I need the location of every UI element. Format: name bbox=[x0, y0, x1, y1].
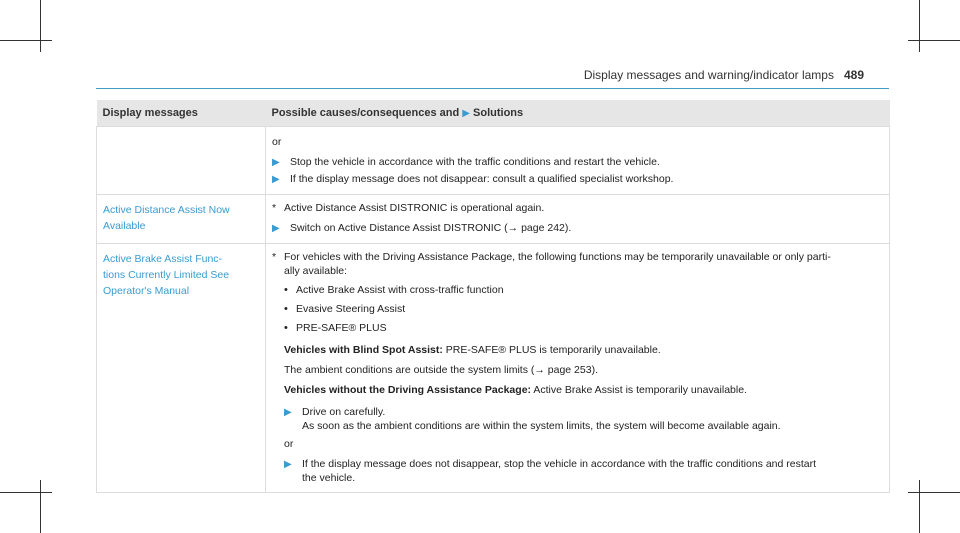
page-number: 489 bbox=[843, 68, 864, 82]
right-triangle-icon: ▶ bbox=[272, 223, 280, 234]
page-reference[interactable]: → page 242). bbox=[507, 222, 572, 234]
step-item: ▶ Stop the vehicle in accordance with the traffic conditions and restart the vehicle. bbox=[272, 156, 660, 168]
message-text: Available bbox=[103, 220, 146, 232]
step-item: ▶ Switch on Active Distance Assist DISTRONIC (→ page 242). bbox=[272, 222, 572, 234]
table-row bbox=[97, 195, 890, 244]
crop-mark bbox=[0, 492, 52, 493]
table-row bbox=[97, 244, 890, 493]
crop-mark bbox=[919, 0, 920, 52]
right-triangle-icon: ▶ bbox=[272, 157, 280, 168]
crop-mark bbox=[908, 40, 960, 41]
table-row bbox=[97, 127, 890, 195]
step-item: ▶ If the display message does not disappear, stop the vehicle in accordance with the traffic conditions and restart the vehicle. bbox=[284, 458, 817, 484]
message-text: tions Currently Limited See bbox=[103, 269, 230, 281]
or-text: or bbox=[272, 136, 282, 148]
col-header-causes: Possible causes/consequences and ▶ Solutions bbox=[266, 100, 890, 127]
no-package-note: Vehicles without the Driving Assistance Package: Active Brake Assist is temporarily unavailable. bbox=[284, 384, 747, 396]
solution-cell bbox=[266, 195, 890, 244]
cause-text: * For vehicles with the Driving Assistance Package, the following functions may be temporarily unavailable or only parti- ally available: bbox=[272, 251, 831, 277]
message-text: Active Distance Assist Now bbox=[103, 204, 230, 216]
step-item: ▶ If the display message does not disappear: consult a qualified specialist workshop. bbox=[272, 173, 674, 185]
message-cell bbox=[97, 195, 266, 244]
crop-mark bbox=[40, 0, 41, 52]
right-triangle-icon: ▶ bbox=[284, 459, 292, 470]
list-item: • Evasive Steering Assist bbox=[284, 303, 406, 315]
crop-mark bbox=[0, 40, 52, 41]
bullet-dot-icon: • bbox=[284, 303, 288, 315]
bullet-dot-icon: • bbox=[284, 322, 288, 334]
table-header-row bbox=[97, 100, 890, 127]
cause-text: * Active Distance Assist DISTRONIC is operational again. bbox=[272, 202, 545, 214]
blind-spot-note: Vehicles with Blind Spot Assist: PRE-SAFE® PLUS is temporarily unavailable. bbox=[284, 344, 661, 356]
solution-cell bbox=[266, 127, 890, 195]
list-item: • Active Brake Assist with cross-traffic function bbox=[284, 284, 504, 296]
page-reference[interactable]: → page 253). bbox=[534, 364, 598, 376]
message-cell bbox=[97, 127, 266, 195]
crop-mark bbox=[908, 492, 960, 493]
right-triangle-icon: ▶ bbox=[462, 107, 470, 119]
ambient-note: The ambient conditions are outside the system limits (→ page 253). bbox=[284, 364, 598, 376]
message-text: Operator's Manual bbox=[103, 285, 190, 297]
crop-mark bbox=[919, 480, 920, 533]
step-item: ▶ Drive on carefully. As soon as the ambient conditions are within the system limits, the system will become available again. bbox=[284, 406, 781, 432]
list-item: • PRE-SAFE® PLUS bbox=[284, 322, 387, 334]
col-header-messages: Display messages bbox=[97, 100, 266, 127]
right-triangle-icon: ▶ bbox=[284, 407, 292, 418]
crop-mark bbox=[40, 480, 41, 533]
message-cell bbox=[97, 244, 266, 493]
message-text: Active Brake Assist Func- bbox=[103, 253, 223, 265]
solution-cell bbox=[266, 244, 890, 493]
page-header-title: Display messages and warning/indicator lamps bbox=[583, 68, 834, 82]
right-triangle-icon: ▶ bbox=[272, 174, 280, 185]
display-messages-table bbox=[96, 100, 890, 493]
header-rule bbox=[96, 88, 889, 89]
bullet-dot-icon: • bbox=[284, 284, 288, 296]
page-header bbox=[584, 68, 864, 82]
or-text: or bbox=[284, 438, 294, 450]
